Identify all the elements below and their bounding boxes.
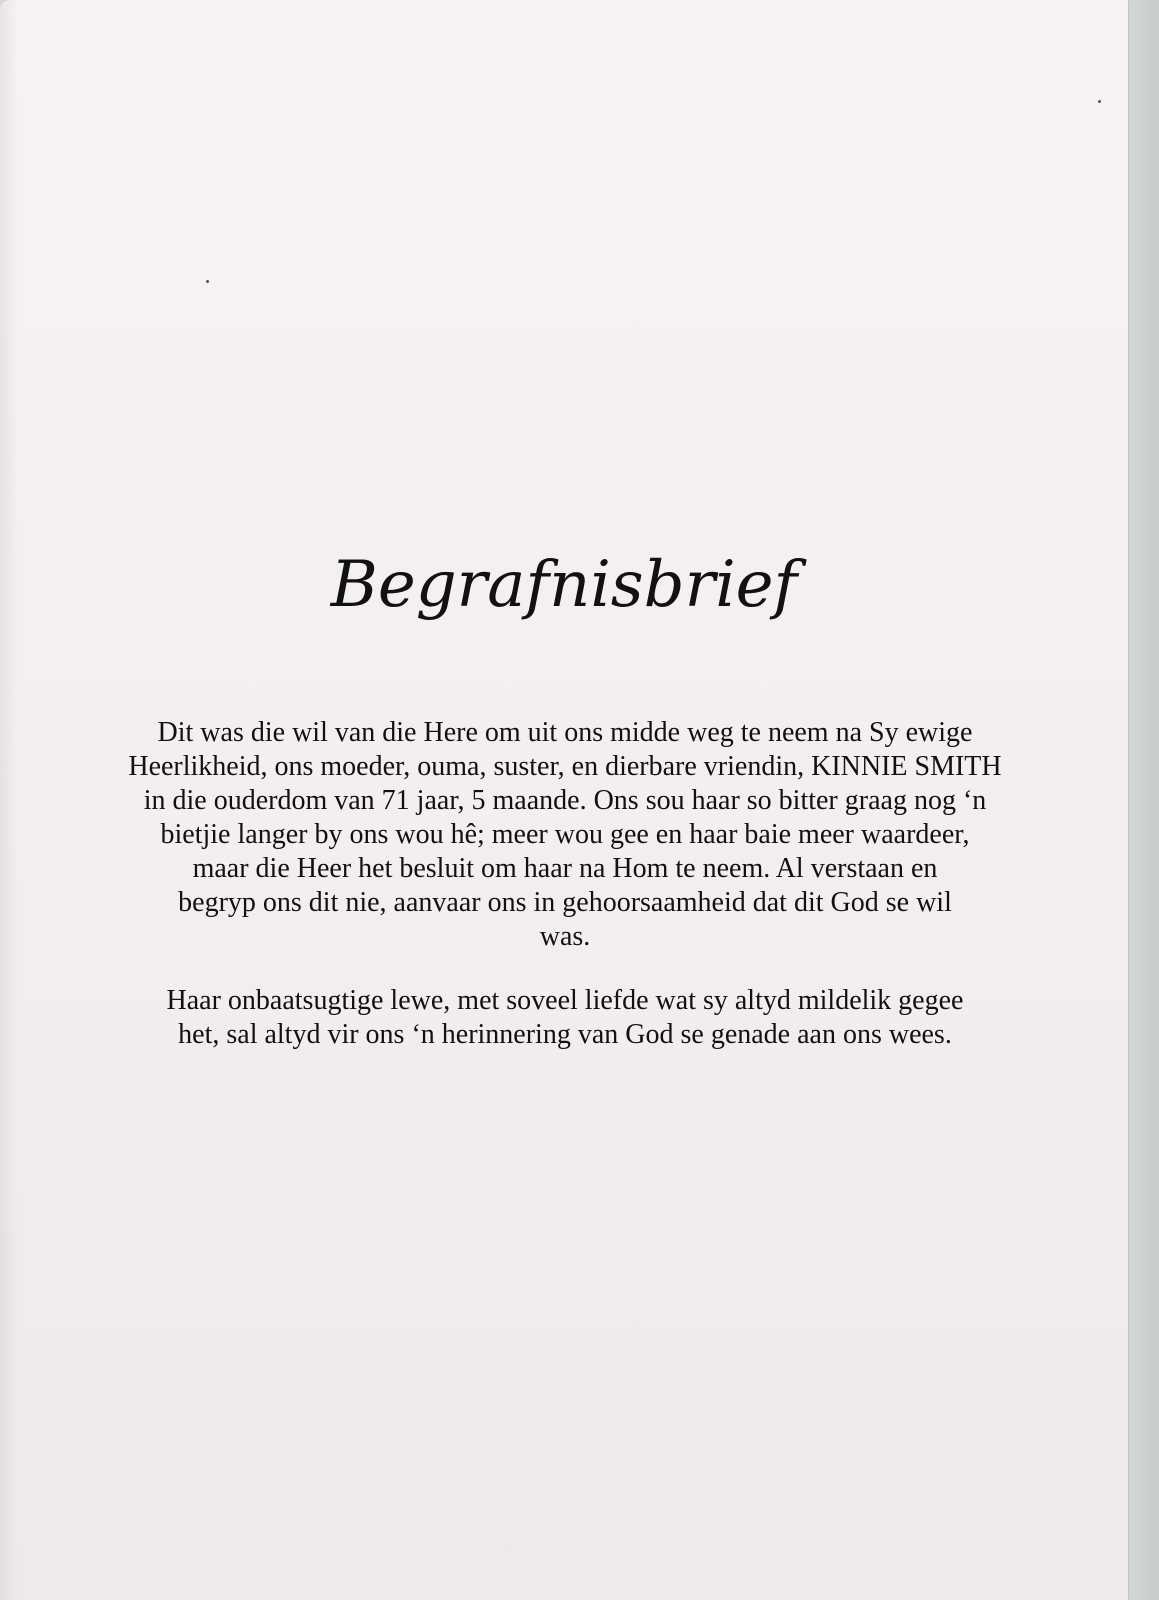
paragraph-1 (40, 716, 1090, 954)
paper-speck (206, 280, 209, 283)
background-surface (1129, 0, 1159, 1600)
paragraph-line: Heerlikheid, ons moeder, ouma, suster, en dierbare vriendin, KINNIE SMITH (128, 751, 1002, 782)
paragraph-line: in die ouderdom van 71 jaar, 5 maande. Ons sou haar so bitter graag nog ‘n (143, 785, 987, 816)
paragraph-line: het, sal altyd vir ons ‘n herinnering van God se genade aan ons wees. (178, 1019, 952, 1050)
paragraph-line: Haar onbaatsugtige lewe, met soveel liefde wat sy altyd mildelik gegee (166, 985, 964, 1016)
paragraph-line: Dit was die wil van die Here om uit ons midde weg te neem na Sy ewige (157, 717, 973, 748)
paragraph-line: was. (539, 921, 591, 952)
paragraph-2 (40, 984, 1090, 1052)
page-title: Begrafnisbrief (330, 548, 798, 622)
paper-speck (1098, 100, 1101, 103)
paragraph-line: begryp ons dit nie, aanvaar ons in gehoorsaamheid dat dit God se wil (178, 887, 952, 918)
paragraph-line: maar die Heer het besluit om haar na Hom te neem. Al verstaan en (192, 853, 938, 884)
paragraph-line: bietjie langer by ons wou hê; meer wou gee en haar baie meer waardeer, (160, 819, 970, 850)
